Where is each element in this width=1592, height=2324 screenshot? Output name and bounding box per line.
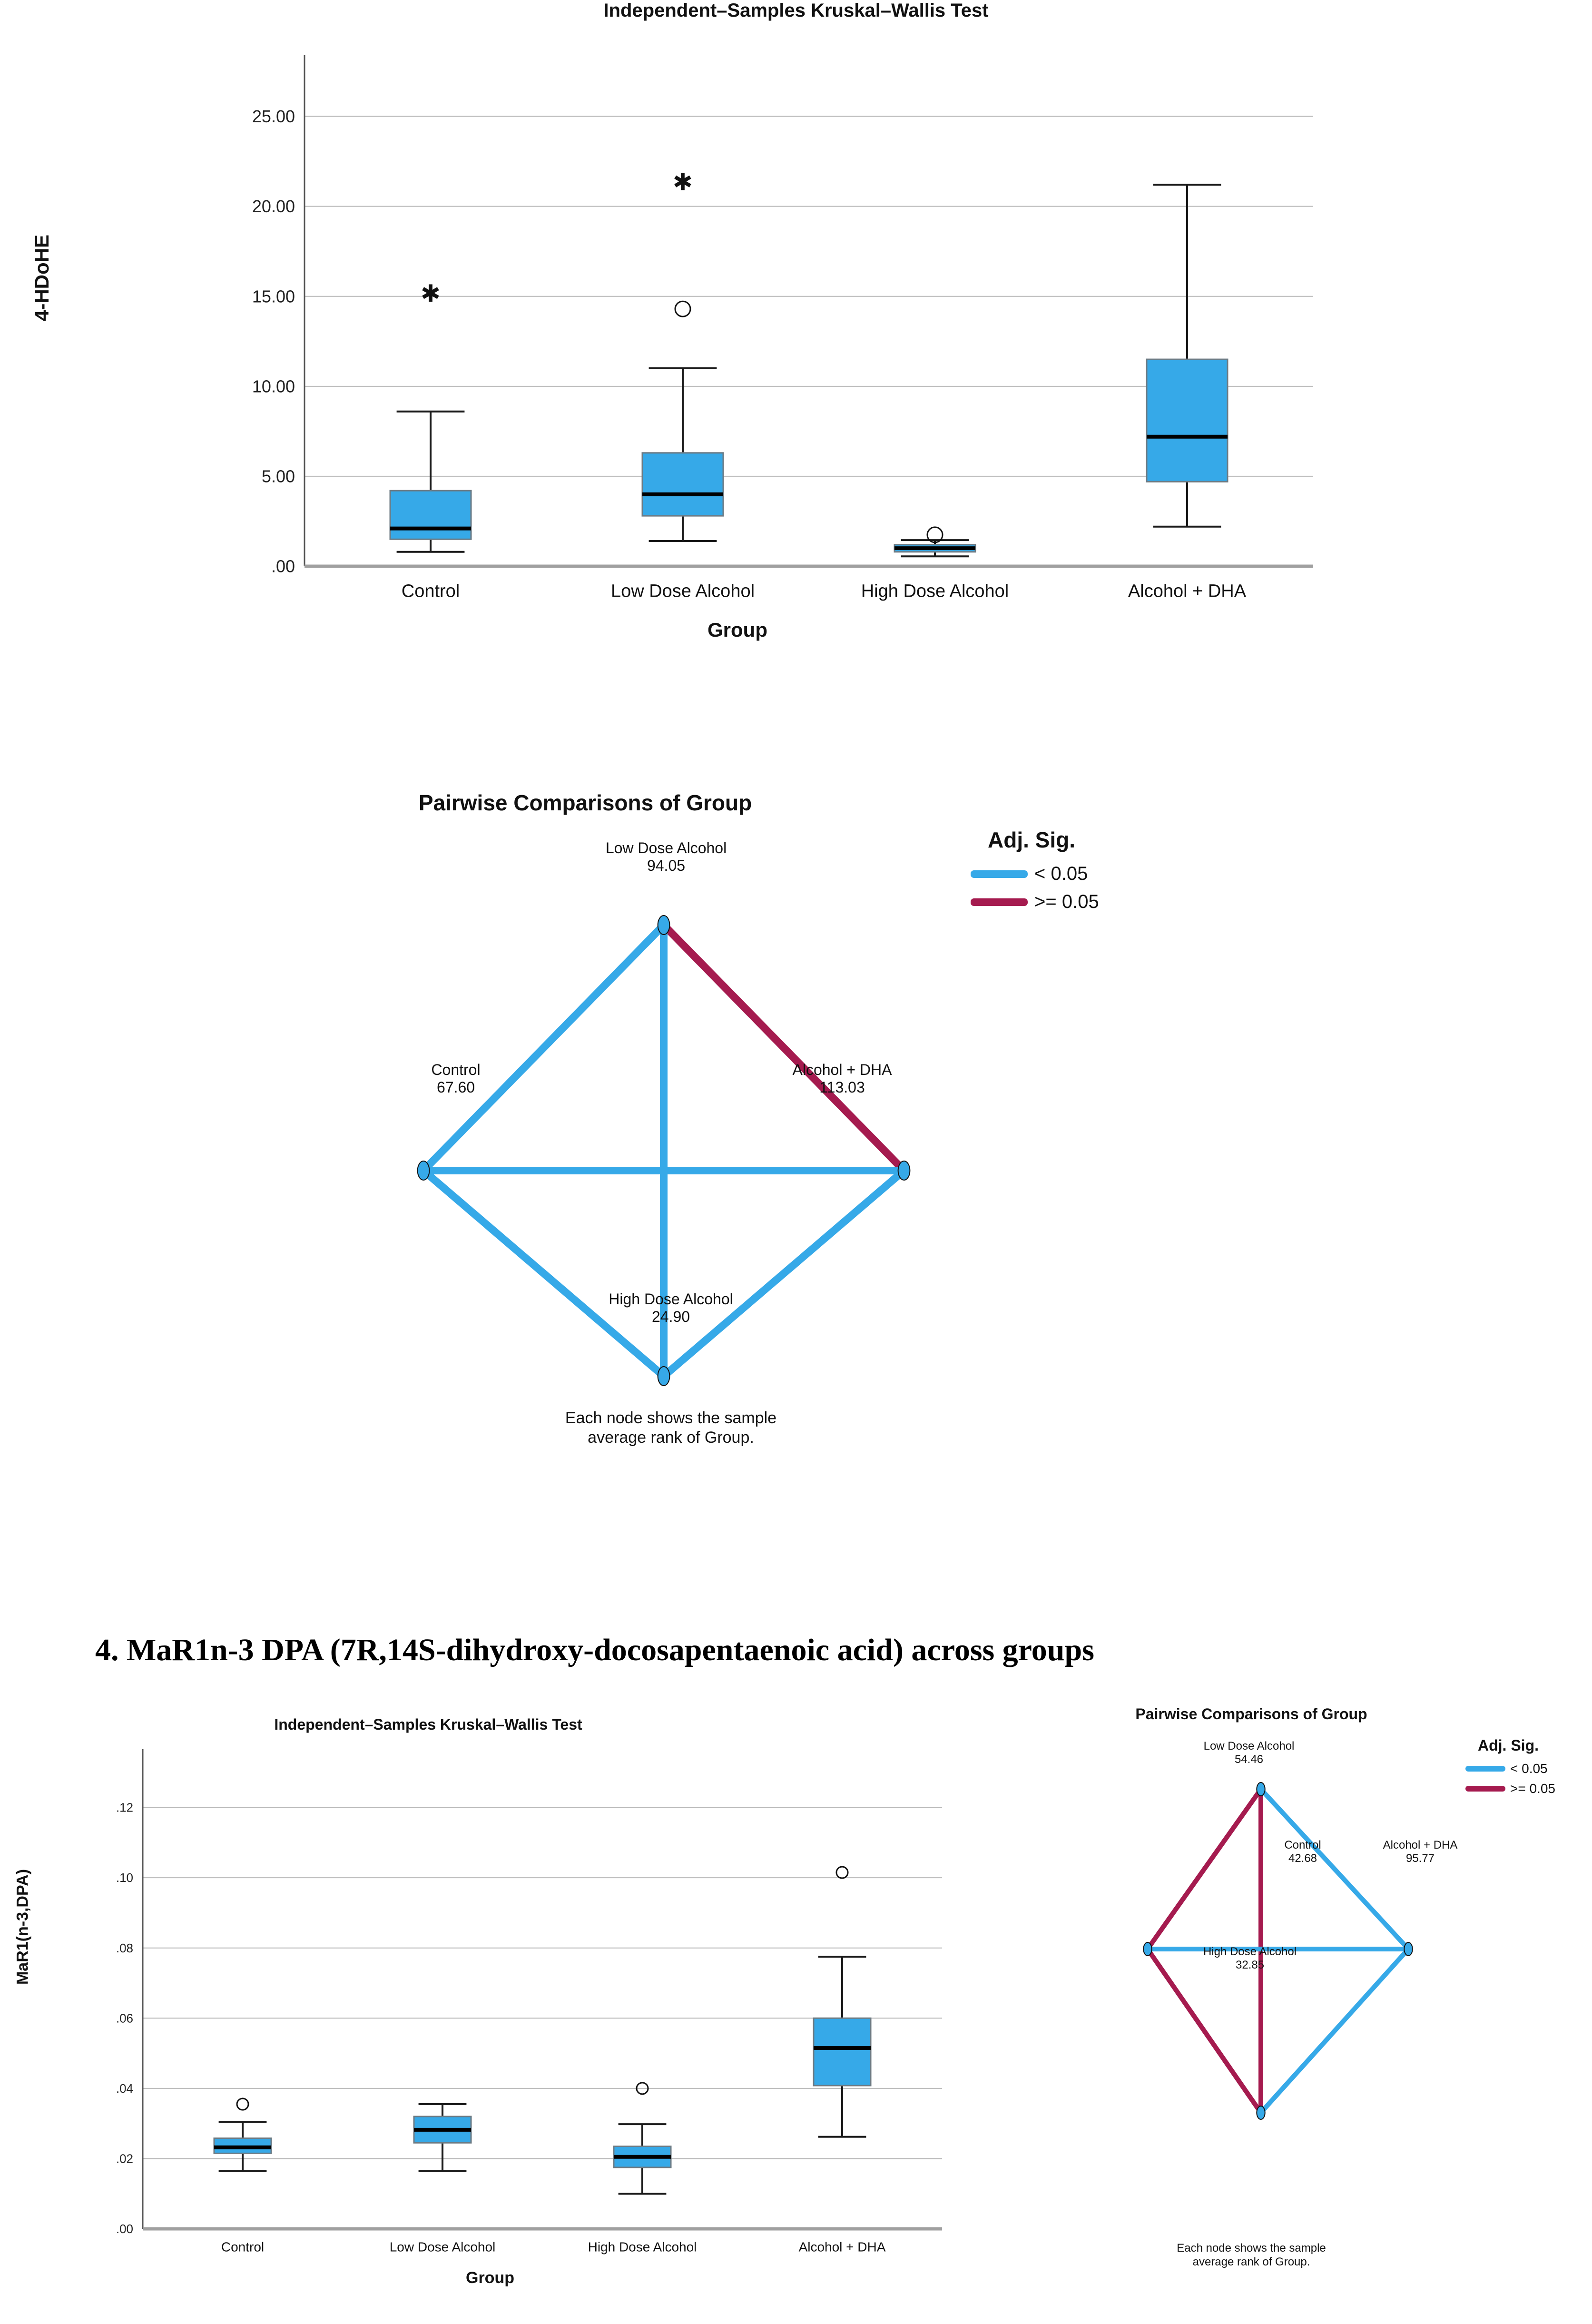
pairwise-node[interactable] — [1143, 1942, 1151, 1956]
y-tick-label: 5.00 — [261, 466, 295, 486]
legend-pairwise-4hdohe — [971, 827, 1099, 913]
node-label-low-dose-alcohol — [1170, 1740, 1327, 1766]
outlier-circle — [675, 301, 690, 316]
y-tick-label: .12 — [116, 1800, 133, 1815]
pairwise-edge — [423, 925, 664, 1171]
x-tick-label: Alcohol + DHA — [1128, 581, 1247, 601]
pairwise-edge — [1261, 1949, 1408, 2113]
y-tick-label: .00 — [116, 2222, 133, 2236]
node-label-high-dose-alcohol — [571, 1290, 771, 1326]
y-tick-label: 10.00 — [252, 376, 295, 396]
x-tick-label: High Dose Alcohol — [588, 2239, 697, 2255]
chart-title-4hdohe: Independent–Samples Kruskal–Wallis Test — [603, 0, 989, 21]
pairwise-edge — [1148, 1949, 1261, 2113]
pairwise-edge — [664, 1171, 904, 1376]
boxplot-box — [894, 527, 975, 556]
pairwise-edge — [423, 1171, 664, 1376]
node-rank: 94.05 — [647, 857, 686, 874]
x-tick-label: High Dose Alcohol — [861, 581, 1009, 601]
pairwise-edge — [1148, 1789, 1261, 1949]
boxplot-box — [414, 2104, 471, 2171]
node-name: Alcohol + DHA — [1383, 1839, 1458, 1851]
y-tick-label: 20.00 — [252, 197, 295, 217]
node-rank: 54.46 — [1234, 1753, 1264, 1766]
y-axis-label-4hdohe: 4-HDoHE — [30, 235, 53, 322]
pairwise-4hdohe-diagram — [0, 790, 1592, 1532]
boxplot-4hdohe-plot — [0, 0, 1592, 676]
pairwise-node[interactable] — [1404, 1942, 1412, 1956]
node-name: Low Dose Alcohol — [1203, 1740, 1295, 1753]
pairwise-edge — [664, 925, 904, 1171]
y-tick-label: .08 — [116, 1940, 133, 1955]
boxplot-box — [642, 168, 723, 541]
section-heading: 4. MaR1n-3 DPA (7R,14S-dihydroxy-docosapentaenoic acid) across groups — [95, 1633, 1094, 1667]
boxplot-box — [390, 280, 471, 552]
y-tick-label: .06 — [116, 2011, 133, 2026]
node-rank: 95.77 — [1405, 1851, 1435, 1865]
y-tick-label: 15.00 — [252, 286, 295, 306]
node-name: High Dose Alcohol — [609, 1290, 733, 1308]
x-tick-label: Low Dose Alcohol — [610, 581, 755, 601]
outlier-star: ✱ — [673, 168, 693, 196]
x-tick-label: Control — [221, 2239, 265, 2255]
legend-title: Adj. Sig. — [1478, 1737, 1539, 1754]
node-label-high-dose-alcohol — [1167, 1945, 1333, 1971]
x-axis-label-mar1: Group — [466, 2269, 514, 2287]
legend-label: >= 0.05 — [1510, 1781, 1555, 1796]
legend-swatch-blue — [971, 870, 1028, 878]
node-name: Alcohol + DHA — [792, 1061, 892, 1078]
node-rank: 42.68 — [1288, 1851, 1317, 1865]
outlier-circle — [237, 2098, 248, 2110]
node-label-low-dose-alcohol — [571, 839, 761, 875]
pairwise-caption-4hdohe: Each node shows the sample average rank of Group. — [565, 1409, 777, 1447]
y-tick-label: .00 — [271, 556, 295, 576]
pairwise-node[interactable] — [1257, 2106, 1265, 2119]
node-rank: 24.90 — [651, 1308, 690, 1325]
node-label-control — [365, 1061, 546, 1096]
x-tick-label: Alcohol + DHA — [798, 2239, 886, 2255]
pairwise-mar1-panel — [980, 1694, 1592, 2324]
boxplot-box — [814, 1867, 871, 2137]
node-name: Control — [1284, 1839, 1321, 1851]
chart-title-pairwise-mar1: Pairwise Comparisons of Group — [1135, 1705, 1367, 1723]
legend-label: < 0.05 — [1034, 863, 1088, 884]
y-axis-label-mar1: MaR1(n-3,DPA) — [13, 1869, 32, 1985]
boxplot-box — [214, 2098, 271, 2171]
legend-swatch-maroon — [1465, 1786, 1505, 1792]
x-tick-label: Low Dose Alcohol — [389, 2239, 496, 2255]
boxplot-mar1-panel — [0, 1708, 980, 2324]
node-label-alcohol-dha — [742, 1061, 942, 1096]
pairwise-node[interactable] — [418, 1161, 430, 1180]
pairwise-node[interactable] — [1257, 1782, 1265, 1796]
boxplot-box — [1147, 185, 1228, 527]
x-tick-label: Control — [401, 581, 460, 601]
chart-title-mar1: Independent–Samples Kruskal–Wallis Test — [274, 1716, 582, 1733]
y-tick-label: .04 — [116, 2081, 133, 2096]
node-name: Low Dose Alcohol — [605, 839, 727, 857]
node-label-alcohol-dha — [1342, 1839, 1499, 1865]
outlier-star: ✱ — [421, 280, 441, 307]
legend-swatch-blue — [1465, 1766, 1505, 1772]
pairwise-caption-mar1: Each node shows the sample average rank of Group. — [1177, 2242, 1326, 2269]
legend-entry-lt005 — [1465, 1761, 1555, 1776]
outlier-circle — [836, 1867, 848, 1878]
legend-label: >= 0.05 — [1034, 891, 1099, 912]
node-rank: 67.60 — [436, 1078, 475, 1096]
y-tick-label: .02 — [116, 2151, 133, 2166]
x-axis-label-4hdohe: Group — [708, 619, 767, 641]
node-name: High Dose Alcohol — [1203, 1945, 1297, 1958]
node-rank: 32.85 — [1235, 1958, 1265, 1971]
pairwise-node[interactable] — [898, 1161, 910, 1180]
legend-title: Adj. Sig. — [988, 827, 1075, 852]
boxplot-mar1-plot — [0, 1708, 980, 2324]
boxplot-box — [614, 2083, 671, 2194]
pairwise-edge — [1261, 1789, 1408, 1949]
pairwise-4hdohe-panel — [0, 790, 1592, 1532]
y-tick-label: 25.00 — [252, 107, 295, 127]
boxplot-4hdohe-panel — [0, 0, 1592, 676]
legend-pairwise-mar1 — [1465, 1737, 1555, 1796]
legend-swatch-maroon — [971, 898, 1028, 906]
chart-title-pairwise-4hdohe: Pairwise Comparisons of Group — [418, 790, 752, 815]
legend-entry-ge005 — [971, 891, 1099, 913]
pairwise-node[interactable] — [658, 1367, 670, 1386]
node-name: Control — [431, 1061, 481, 1078]
node-rank: 113.03 — [819, 1078, 865, 1096]
pairwise-node[interactable] — [658, 916, 670, 935]
legend-label: < 0.05 — [1510, 1761, 1548, 1776]
legend-entry-lt005 — [971, 863, 1099, 885]
legend-entry-ge005 — [1465, 1781, 1555, 1796]
y-tick-label: .10 — [116, 1871, 133, 1885]
